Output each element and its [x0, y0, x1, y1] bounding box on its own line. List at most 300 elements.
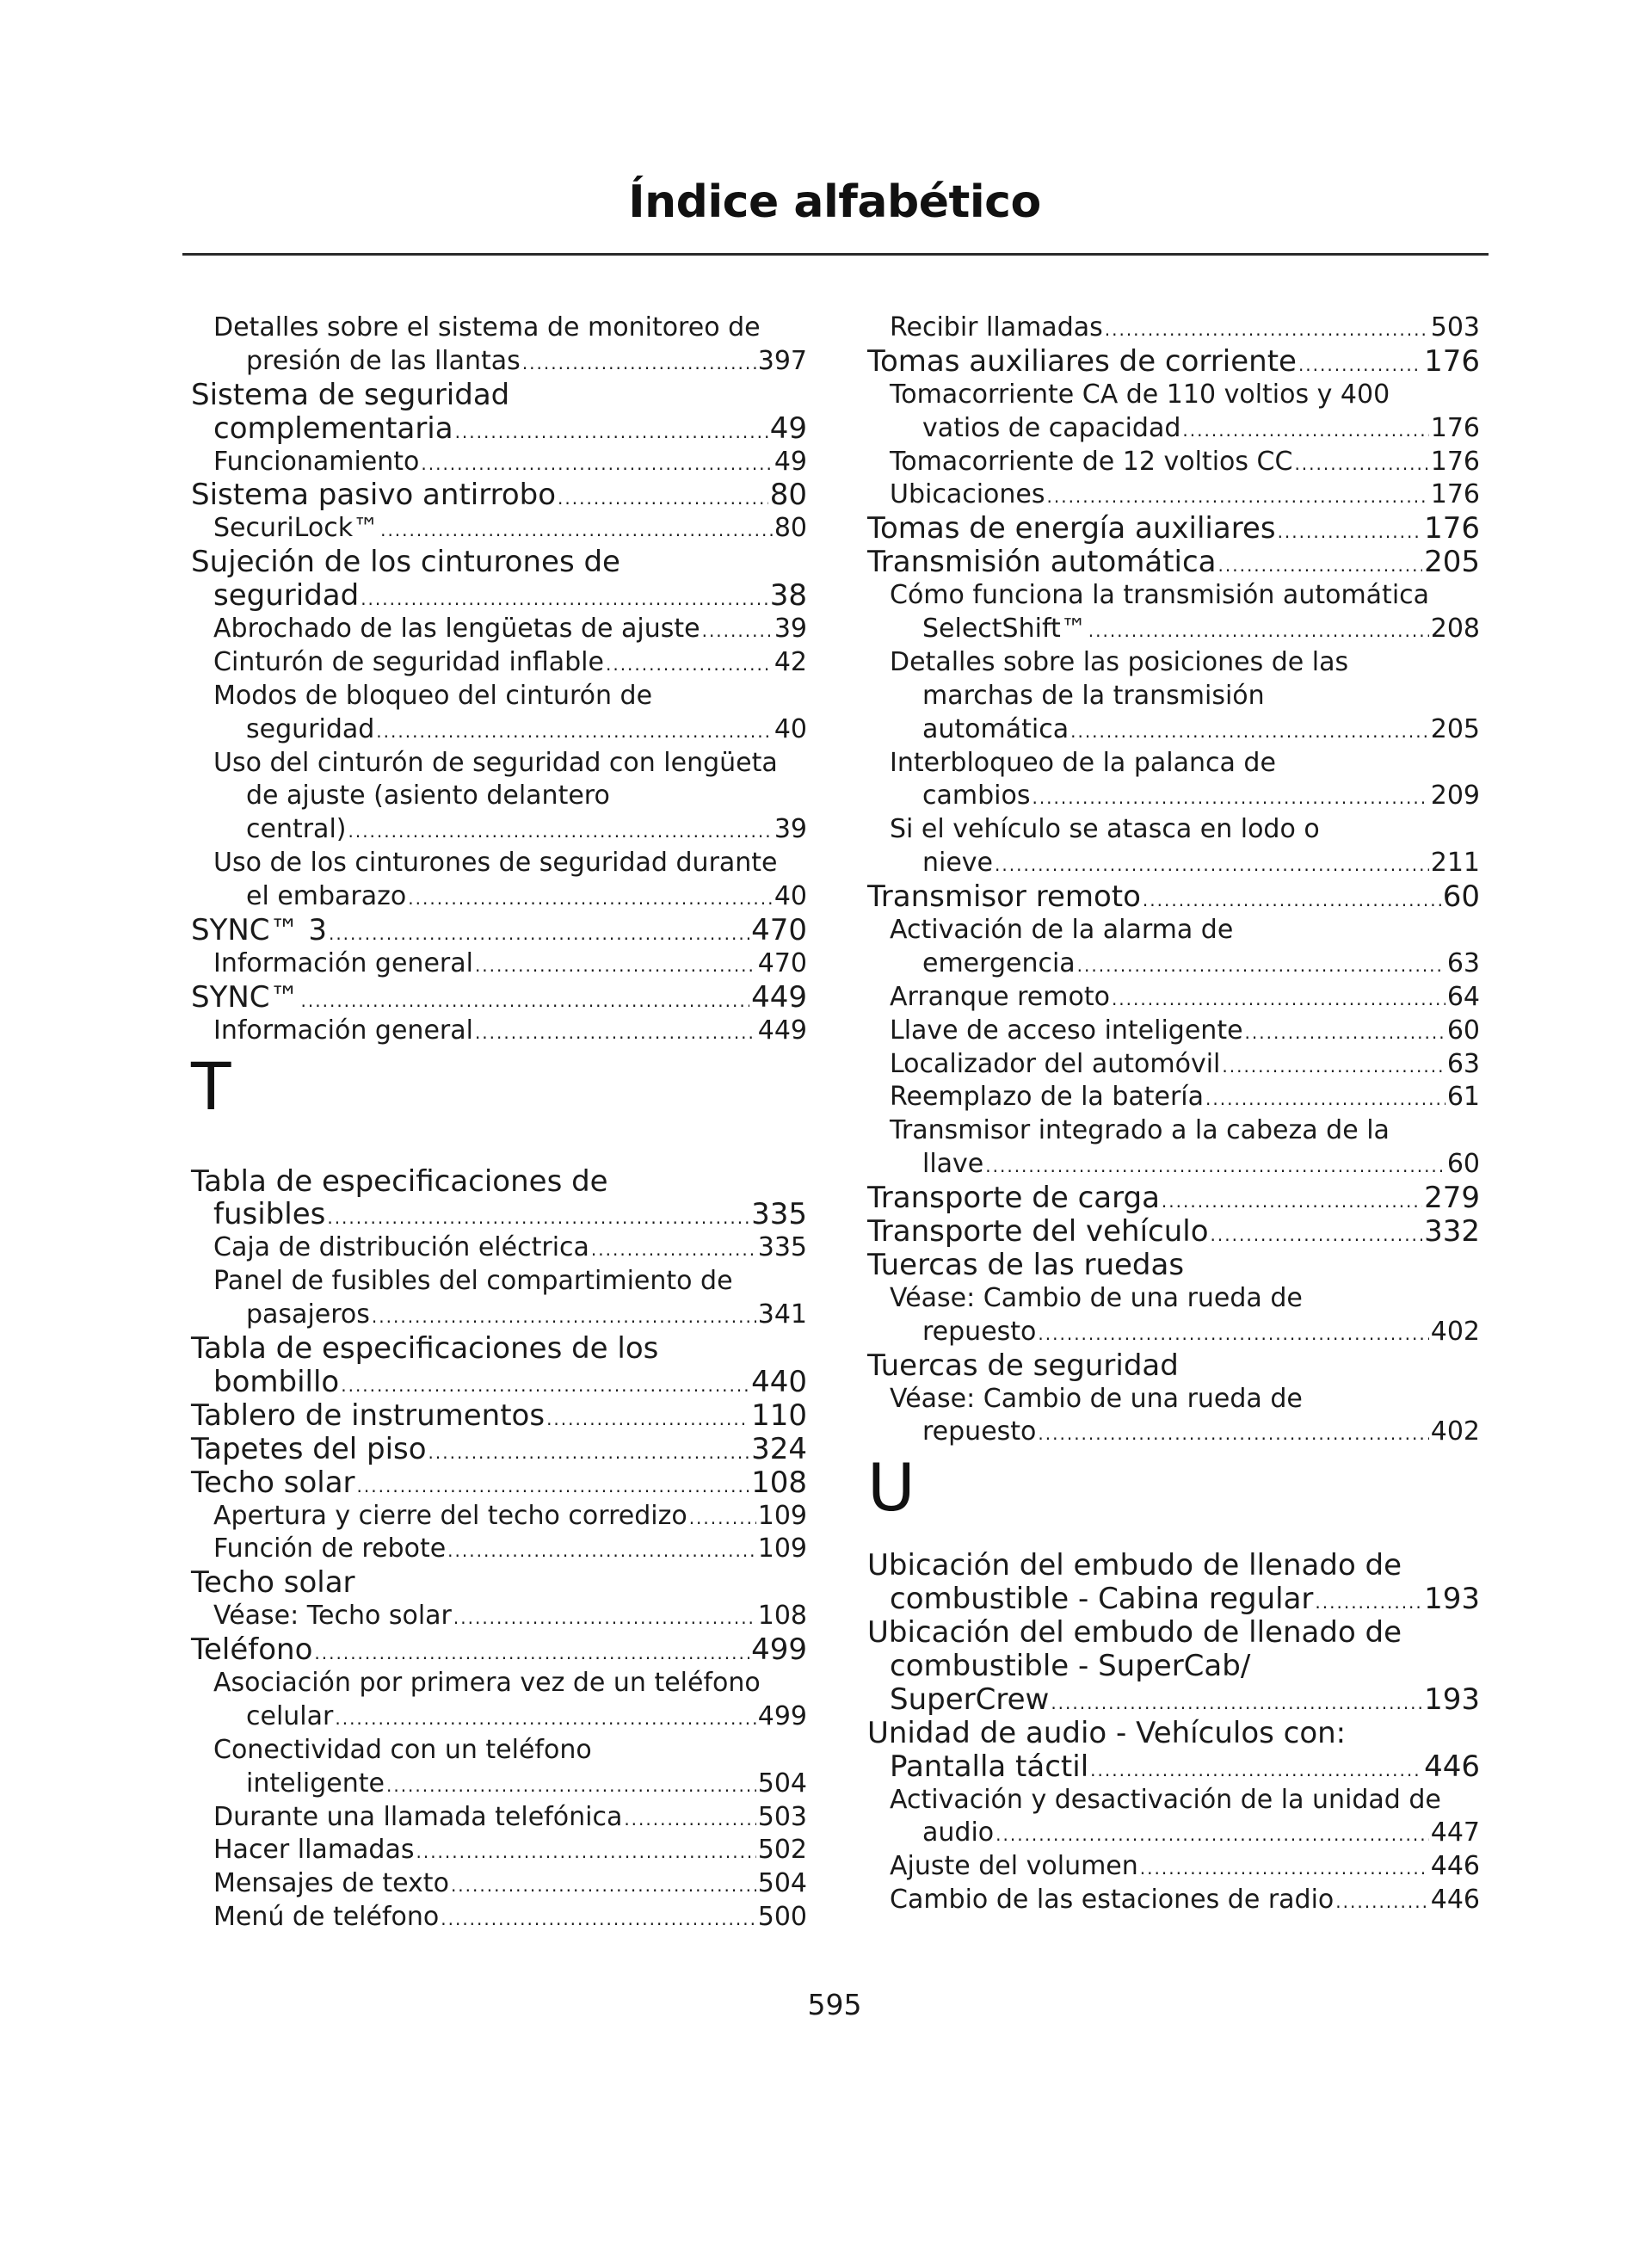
index-subentry [191, 1500, 807, 1533]
entry-text: Detalles sobre el sistema de monitoreo de [213, 312, 761, 342]
entry-page-number: 193 [1424, 1582, 1480, 1617]
entry-text: combustible - SuperCab/ [890, 1648, 1251, 1683]
entry-text: Información general [213, 947, 473, 978]
entry-text: cambios [922, 781, 1031, 811]
entry-text: seguridad [213, 578, 360, 614]
entry-text: Caja de distribución eléctrica [213, 1232, 589, 1263]
entry-page-number: 440 [751, 1364, 807, 1399]
dot-leader [361, 583, 768, 616]
entry-text: Véase: Techo solar [213, 1601, 452, 1632]
index-subentry [191, 1834, 807, 1867]
dot-leader [1205, 1083, 1446, 1116]
entry-text: Hacer llamadas [213, 1835, 415, 1866]
entry-text: Tuercas de las ruedas [867, 1247, 1185, 1282]
index-entry [191, 579, 807, 613]
dot-leader [1051, 1687, 1422, 1720]
entry-text: Localizador del automóvil [890, 1048, 1221, 1079]
entry-text: Uso de los cinturones de seguridad durante [213, 848, 778, 879]
index-entry [191, 1165, 807, 1199]
entry-text: SuperCrew [890, 1681, 1050, 1717]
entry-text: Detalles sobre las posiciones de las [890, 646, 1349, 677]
entry-text: Sistema de seguridad [191, 377, 510, 412]
entry-text: Ajuste del volumen [890, 1851, 1138, 1882]
entry-text: Arranque remoto [890, 981, 1110, 1012]
entry-text: combustible - Cabina regular [890, 1582, 1314, 1617]
index-subentry [867, 1817, 1480, 1850]
entry-text: inteligente [246, 1768, 385, 1799]
entry-text: Transmisor remoto [867, 879, 1141, 915]
entry-page-number: 446 [1424, 1749, 1480, 1784]
entry-page-number: 499 [757, 1700, 807, 1731]
dot-leader [421, 447, 772, 481]
entry-page-number: 40 [774, 713, 807, 744]
page-number: 595 [807, 1988, 862, 2021]
entry-page-number: 80 [769, 478, 807, 513]
entry-text: Reemplazo de la batería [890, 1082, 1205, 1113]
dot-leader [341, 1369, 749, 1403]
entry-text: Transmisor integrado a la cabeza de la [890, 1115, 1390, 1146]
entry-page-number: 335 [751, 1197, 807, 1232]
dot-leader [441, 1903, 755, 1936]
index-subentry [867, 947, 1480, 981]
index-subentry [191, 446, 807, 479]
dot-leader [447, 1534, 756, 1568]
entry-page-number: 447 [1430, 1817, 1480, 1848]
entry-text: bombillo [213, 1364, 340, 1399]
index-subentry [867, 1282, 1480, 1316]
index-entry [191, 1198, 807, 1231]
dot-leader [1294, 447, 1428, 481]
entry-text: emergencia [922, 947, 1076, 978]
entry-text: Ubicaciones [890, 479, 1045, 510]
entry-page-number: 211 [1430, 848, 1480, 879]
entry-page-number: 63 [1446, 947, 1480, 978]
entry-page-number: 504 [757, 1768, 807, 1799]
index-subentry [867, 1884, 1480, 1917]
entry-text: Tabla de especificaciones de [191, 1163, 608, 1199]
index-subentry [867, 847, 1480, 880]
index-entry [191, 412, 807, 446]
dot-leader [376, 715, 773, 749]
index-entry [867, 1549, 1480, 1583]
entry-text: automática [922, 713, 1069, 744]
dot-leader [702, 614, 773, 648]
entry-text: Sujeción de los cinturones de [191, 545, 620, 580]
dot-leader [546, 1403, 749, 1436]
index-entry [867, 1583, 1480, 1616]
section-letter: T [191, 1047, 231, 1125]
index-subentry [191, 512, 807, 546]
entry-text: Ubicación del embudo de llenado de [867, 1615, 1402, 1651]
index-entry [867, 1717, 1480, 1750]
index-entry [191, 1466, 807, 1500]
index-entry [191, 914, 807, 947]
entry-text: Cambio de las estaciones de radio [890, 1885, 1335, 1916]
index-entry [191, 1366, 807, 1399]
entry-page-number: 49 [774, 446, 807, 477]
entry-page-number: 108 [757, 1601, 807, 1632]
entry-page-number: 176 [1430, 412, 1480, 443]
entry-text: SelectShift™ [922, 614, 1087, 645]
entry-page-number: 109 [757, 1500, 807, 1531]
entry-page-number: 80 [774, 513, 807, 544]
entry-text: central) [246, 814, 347, 845]
dot-leader [327, 1201, 749, 1235]
index-subentry [867, 1015, 1480, 1048]
dot-leader [522, 347, 756, 380]
index-subentry [191, 1265, 807, 1299]
entry-page-number: 402 [1430, 1316, 1480, 1347]
entry-text: SecuriLock™ [213, 513, 379, 544]
index-subentry [867, 1081, 1480, 1114]
index-subentry [191, 680, 807, 713]
dot-leader [606, 648, 773, 682]
entry-text: Pantalla táctil [890, 1749, 1089, 1784]
entry-page-number: 208 [1430, 614, 1480, 645]
index-subentry [867, 1148, 1480, 1182]
entry-text: Tomas de energía auxiliares [867, 511, 1276, 546]
index-subentry [867, 478, 1480, 512]
index-entry [867, 546, 1480, 579]
index-entry [191, 478, 807, 512]
page-title: Índice alfabético [628, 176, 1041, 228]
entry-text: Menú de teléfono [213, 1902, 440, 1933]
dot-leader [1182, 414, 1428, 447]
entry-page-number: 176 [1430, 479, 1480, 510]
entry-page-number: 176 [1424, 343, 1480, 379]
dot-leader [1335, 1885, 1428, 1919]
entry-page-number: 64 [1446, 981, 1480, 1012]
index-entry [867, 1182, 1480, 1215]
entry-text: Véase: Cambio de una rueda de [890, 1282, 1303, 1313]
dot-leader [335, 1702, 755, 1736]
entry-text: Durante una llamada telefónica [213, 1801, 623, 1832]
entry-page-number: 42 [774, 646, 807, 677]
entry-text: Interbloqueo de la palanca de [890, 747, 1276, 778]
entry-text: SYNC™ 3 [191, 913, 327, 948]
entry-page-number: 39 [774, 814, 807, 845]
index-subentry [867, 1316, 1480, 1349]
entry-page-number: 209 [1430, 781, 1480, 811]
entry-text: Recibir llamadas [890, 312, 1103, 342]
dot-leader [1140, 1852, 1429, 1885]
entry-text: marchas de la transmisión [922, 680, 1265, 711]
entry-text: repuesto [922, 1316, 1037, 1347]
index-subentry [191, 613, 807, 646]
dot-leader [314, 1637, 749, 1670]
entry-text: Panel de fusibles del compartimiento de [213, 1266, 733, 1297]
index-subentry [191, 1600, 807, 1633]
index-subentry [191, 1700, 807, 1734]
dot-leader [1218, 549, 1423, 583]
entry-page-number: 60 [1442, 879, 1480, 915]
entry-page-number: 499 [751, 1632, 807, 1668]
entry-page-number: 279 [1424, 1181, 1480, 1216]
dot-leader [1038, 1417, 1428, 1451]
dot-leader [1032, 781, 1428, 815]
dot-leader [1077, 949, 1446, 983]
dot-leader [416, 1836, 755, 1869]
index-subentry [867, 646, 1480, 680]
index-subentry [191, 1768, 807, 1801]
entry-text: repuesto [922, 1416, 1037, 1447]
index-entry [867, 880, 1480, 914]
entry-page-number: 402 [1430, 1416, 1480, 1447]
entry-page-number: 449 [751, 979, 807, 1015]
index-subentry [191, 1734, 807, 1768]
index-subentry [867, 1850, 1480, 1884]
entry-page-number: 446 [1430, 1851, 1480, 1882]
entry-text: Tabla de especificaciones de los [191, 1331, 659, 1367]
entry-text: Tapetes del piso [191, 1431, 427, 1466]
index-subentry [867, 1784, 1480, 1817]
dot-leader [301, 984, 750, 1018]
entry-page-number: 61 [1446, 1082, 1480, 1113]
entry-text: Unidad de audio - Vehículos con: [867, 1715, 1347, 1750]
entry-page-number: 110 [751, 1398, 807, 1433]
index-subentry [191, 345, 807, 379]
index-subentry [867, 1114, 1480, 1148]
entry-text: Techo solar [191, 1465, 355, 1500]
entry-page-number: 335 [757, 1232, 807, 1263]
dot-leader [1105, 313, 1429, 347]
index-subentry [191, 947, 807, 981]
entry-text: fusibles [213, 1197, 326, 1232]
entry-text: complementaria [213, 410, 453, 446]
dot-leader [1278, 515, 1423, 549]
dot-leader [1090, 1754, 1422, 1787]
entry-page-number: 503 [1430, 312, 1480, 342]
index-subentry [191, 1015, 807, 1048]
index-entry [191, 1332, 807, 1366]
entry-page-number: 176 [1424, 511, 1480, 546]
entry-text: Cómo funciona la transmisión automática [890, 580, 1430, 611]
index-entry [191, 1399, 807, 1433]
index-subentry [867, 981, 1480, 1015]
dot-leader [996, 1818, 1429, 1852]
entry-page-number: 40 [774, 881, 807, 912]
entry-page-number: 205 [1430, 713, 1480, 744]
index-subentry [867, 379, 1480, 412]
entry-text: Uso del cinturón de seguridad con lengüeta [213, 747, 778, 778]
dot-leader [1298, 349, 1422, 382]
dot-leader [453, 1601, 756, 1635]
entry-text: Véase: Cambio de una rueda de [890, 1383, 1303, 1414]
section-letter: U [867, 1449, 915, 1527]
dot-leader [329, 917, 749, 951]
dot-leader [451, 1869, 756, 1903]
dot-leader [558, 482, 768, 515]
dot-leader [475, 1016, 756, 1050]
index-subentry [867, 813, 1480, 847]
entry-page-number: 470 [751, 913, 807, 948]
index-entry [191, 379, 807, 412]
entry-page-number: 63 [1446, 1048, 1480, 1079]
entry-page-number: 446 [1430, 1885, 1480, 1916]
index-column-right [867, 312, 1480, 1917]
dot-leader [372, 1300, 756, 1334]
entry-text: Asociación por primera vez de un teléfono [213, 1667, 761, 1698]
entry-text: Activación y desactivación de la unidad de [890, 1784, 1441, 1815]
index-entry [867, 1215, 1480, 1249]
index-subentry [191, 312, 807, 345]
dot-leader [386, 1769, 756, 1803]
index-entry [191, 546, 807, 579]
index-subentry [867, 312, 1480, 345]
entry-text: Transporte de carga [867, 1181, 1160, 1216]
entry-text: llave [922, 1149, 984, 1180]
index-subentry [867, 713, 1480, 747]
entry-page-number: 38 [769, 578, 807, 614]
index-entry [867, 512, 1480, 546]
entry-page-number: 449 [757, 1015, 807, 1046]
entry-text: Transporte del vehículo [867, 1214, 1209, 1249]
entry-page-number: 60 [1446, 1015, 1480, 1046]
dot-leader [455, 416, 768, 449]
index-subentry [867, 914, 1480, 947]
index-subentry [191, 847, 807, 880]
entry-text: Mensajes de texto [213, 1868, 449, 1899]
dot-leader [689, 1502, 756, 1535]
dot-leader [1070, 715, 1429, 749]
entry-page-number: 502 [757, 1835, 807, 1866]
index-subentry [867, 747, 1480, 781]
index-entry [867, 1616, 1480, 1650]
entry-text: Transmisión automática [867, 545, 1217, 580]
entry-text: Activación de la alarma de [890, 915, 1234, 946]
dot-leader [1038, 1317, 1428, 1351]
entry-text: Sistema pasivo antirrobo [191, 478, 557, 513]
index-subentry [867, 1416, 1480, 1449]
entry-page-number: 500 [757, 1902, 807, 1933]
dot-leader [591, 1233, 756, 1267]
index-subentry [191, 1231, 807, 1265]
dot-leader [1143, 884, 1441, 917]
index-subentry [191, 1901, 807, 1934]
entry-text: audio [922, 1817, 995, 1848]
entry-text: seguridad [246, 713, 375, 744]
entry-text: nieve [922, 848, 994, 879]
index-subentry [867, 579, 1480, 613]
entry-text: vatios de capacidad [922, 412, 1181, 443]
index-entry [867, 1650, 1480, 1683]
entry-text: Ubicación del embudo de llenado de [867, 1548, 1402, 1583]
dot-leader [1245, 1016, 1446, 1050]
entry-text: Modos de bloqueo del cinturón de [213, 680, 653, 711]
index-subentry [191, 880, 807, 914]
dot-leader [357, 1470, 750, 1503]
entry-text: Conectividad con un teléfono [213, 1734, 592, 1765]
entry-page-number: 503 [757, 1801, 807, 1832]
entry-page-number: 324 [751, 1431, 807, 1466]
dot-leader [348, 815, 772, 848]
index-column-left [191, 312, 807, 1934]
entry-text: Información general [213, 1015, 473, 1046]
entry-page-number: 332 [1424, 1214, 1480, 1249]
index-subentry [191, 1867, 807, 1901]
index-subentry [867, 613, 1480, 646]
entry-text: el embarazo [246, 881, 407, 912]
entry-text: Llave de acceso inteligente [890, 1015, 1243, 1046]
entry-page-number: 49 [769, 410, 807, 446]
entry-text: presión de las llantas [246, 345, 521, 376]
entry-page-number: 341 [757, 1299, 807, 1330]
index-subentry [191, 747, 807, 781]
index-subentry [867, 1048, 1480, 1082]
dot-leader [1112, 983, 1446, 1016]
entry-text: Tomacorriente de 12 voltios CC [890, 446, 1293, 477]
index-entry [191, 1433, 807, 1466]
entry-page-number: 39 [774, 614, 807, 645]
dot-leader [1047, 480, 1429, 514]
entry-text: Techo solar [191, 1565, 355, 1601]
entry-text: Abrochado de las lengüetas de ajuste [213, 614, 700, 645]
title-divider [182, 253, 1489, 256]
entry-page-number: 60 [1446, 1149, 1480, 1180]
index-entry [191, 1566, 807, 1600]
dot-leader [1088, 614, 1429, 648]
entry-page-number: 176 [1430, 446, 1480, 477]
index-subentry [191, 1299, 807, 1332]
index-subentry [191, 713, 807, 747]
entry-page-number: 504 [757, 1868, 807, 1899]
index-entry [867, 1683, 1480, 1717]
dot-leader [380, 514, 773, 547]
dot-leader [408, 882, 773, 916]
entry-text: Función de rebote [213, 1533, 447, 1564]
entry-text: de ajuste (asiento delantero [246, 781, 610, 811]
entry-text: Teléfono [191, 1632, 313, 1668]
index-subentry [191, 780, 807, 813]
index-entry [867, 1349, 1480, 1383]
entry-text: Tomacorriente CA de 110 voltios y 400 [890, 379, 1390, 410]
index-entry [867, 1750, 1480, 1784]
index-entry [191, 981, 807, 1015]
index-subentry [867, 680, 1480, 713]
index-subentry [191, 1667, 807, 1700]
index-subentry [867, 780, 1480, 813]
entry-text: pasajeros [246, 1299, 370, 1330]
dot-leader [428, 1436, 750, 1470]
index-entry [867, 345, 1480, 379]
entry-text: Apertura y cierre del techo corredizo [213, 1500, 687, 1531]
entry-page-number: 470 [757, 947, 807, 978]
entry-page-number: 205 [1424, 545, 1480, 580]
entry-text: Tuercas de seguridad [867, 1348, 1179, 1383]
entry-text: Si el vehículo se atasca en lodo o [890, 814, 1320, 845]
dot-leader [995, 848, 1429, 882]
dot-leader [1222, 1050, 1445, 1083]
entry-text: Funcionamiento [213, 446, 420, 477]
dot-leader [624, 1803, 755, 1836]
index-subentry [191, 1533, 807, 1566]
entry-text: Tomas auxiliares de corriente [867, 343, 1297, 379]
index-subentry [191, 1801, 807, 1835]
index-subentry [867, 446, 1480, 479]
dot-leader [475, 949, 756, 983]
entry-text: celular [246, 1700, 334, 1731]
index-subentry [867, 412, 1480, 446]
dot-leader [985, 1150, 1446, 1183]
index-entry [191, 1633, 807, 1667]
entry-page-number: 397 [757, 345, 807, 376]
dot-leader [1211, 1219, 1423, 1252]
entry-text: Cinturón de seguridad inflable [213, 646, 604, 677]
entry-text: SYNC™ [191, 979, 299, 1015]
index-subentry [867, 1383, 1480, 1416]
index-subentry [191, 813, 807, 847]
index-subentry [191, 646, 807, 680]
